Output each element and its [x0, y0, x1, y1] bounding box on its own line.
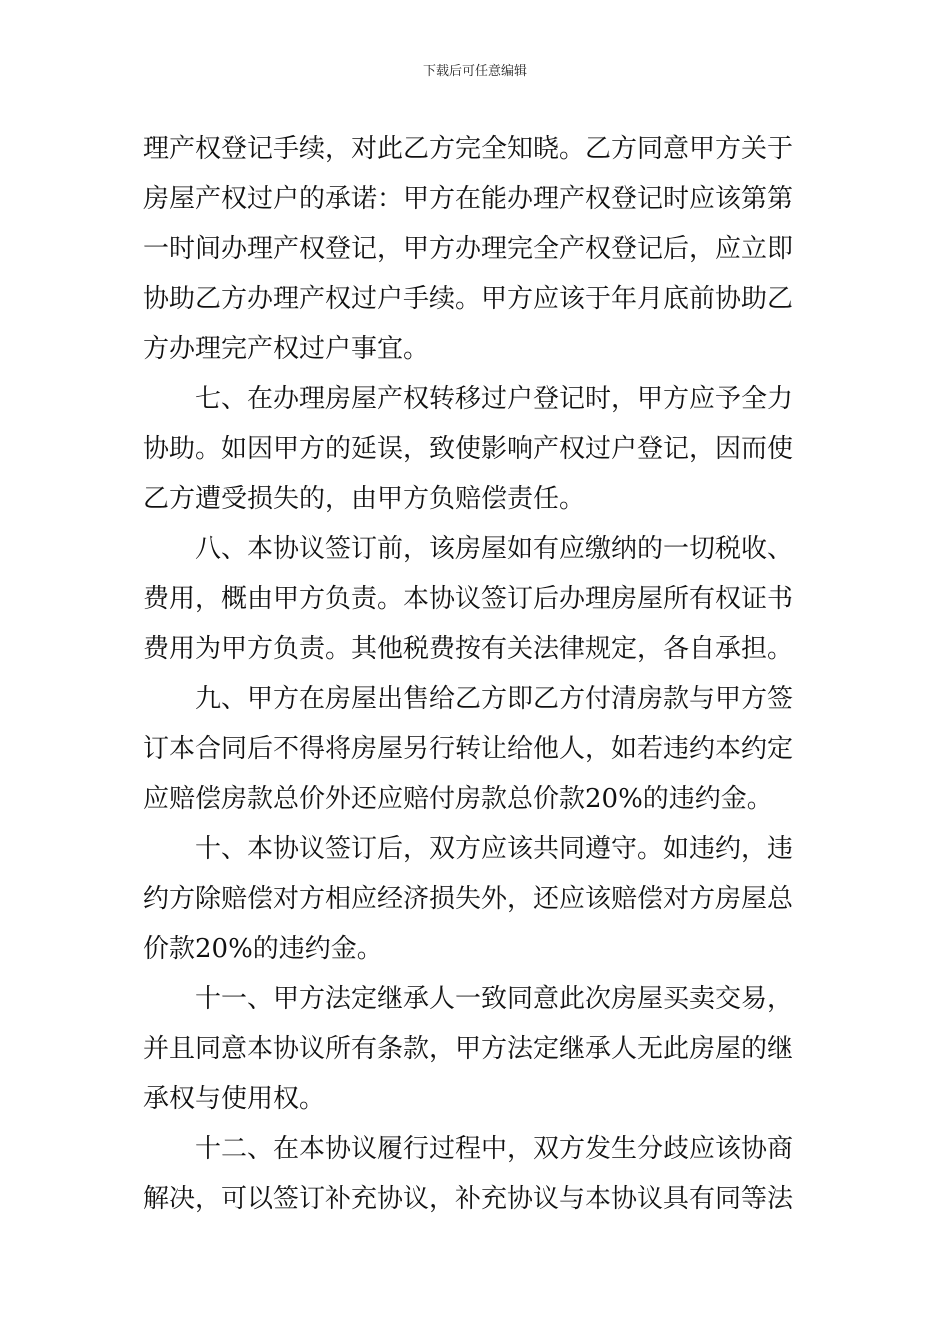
text-line: 房屋产权过户的承诺：甲方在能办理产权登记时应该第第 — [143, 184, 794, 214]
text-line: 费用，概由甲方负责。本协议签订后办理房屋所有权证书 — [143, 584, 794, 614]
text-line: 七、在办理房屋产权转移过户登记时，甲方应予全力 — [195, 384, 794, 414]
text-line: 十二、在本协议履行过程中，双方发生分歧应该协商 — [195, 1134, 794, 1164]
text-line: 并且同意本协议所有条款，甲方法定继承人无此房屋的继 — [143, 1034, 794, 1064]
text-line: 理产权登记手续，对此乙方完全知晓。乙方同意甲方关于 — [143, 134, 794, 164]
text-line: 价款20%的违约金。 — [143, 934, 383, 964]
paragraph-11 — [143, 974, 807, 1124]
page-header: 下载后可任意编辑 — [422, 64, 527, 79]
document-body — [143, 124, 807, 1224]
paragraph-12 — [143, 1124, 807, 1224]
text-line: 解决，可以签订补充协议，补充协议与本协议具有同等法 — [143, 1184, 794, 1214]
text-line: 十、本协议签订后，双方应该共同遵守。如违约，违 — [195, 834, 794, 864]
text-line: 承权与使用权。 — [143, 1084, 326, 1114]
text-line: 方办理完产权过户事宜。 — [143, 334, 430, 364]
text-line: 乙方遭受损失的，由甲方负赔偿责任。 — [143, 484, 586, 514]
paragraph-8 — [143, 524, 807, 674]
text-line: 应赔偿房款总价外还应赔付房款总价款20%的违约金。 — [143, 784, 773, 814]
text-line: 约方除赔偿对方相应经济损失外，还应该赔偿对方房屋总 — [143, 884, 794, 914]
text-line: 一时间办理产权登记，甲方办理完全产权登记后，应立即 — [143, 234, 794, 264]
paragraph-6-continued — [143, 124, 807, 374]
text-line: 费用为甲方负责。其他税费按有关法律规定，各自承担。 — [143, 634, 794, 664]
text-line: 八、本协议签订前，该房屋如有应缴纳的一切税收、 — [195, 534, 794, 564]
text-line: 协助乙方办理产权过户手续。甲方应该于年月底前协助乙 — [143, 284, 794, 314]
text-line: 九、甲方在房屋出售给乙方即乙方付清房款与甲方签 — [195, 684, 794, 714]
paragraph-7 — [143, 374, 807, 524]
paragraph-10 — [143, 824, 807, 974]
text-line: 协助。如因甲方的延误，致使影响产权过户登记，因而使 — [143, 434, 794, 464]
text-line: 十一、甲方法定继承人一致同意此次房屋买卖交易， — [195, 984, 794, 1014]
paragraph-9 — [143, 674, 807, 824]
text-line: 订本合同后不得将房屋另行转让给他人，如若违约本约定 — [143, 734, 794, 764]
